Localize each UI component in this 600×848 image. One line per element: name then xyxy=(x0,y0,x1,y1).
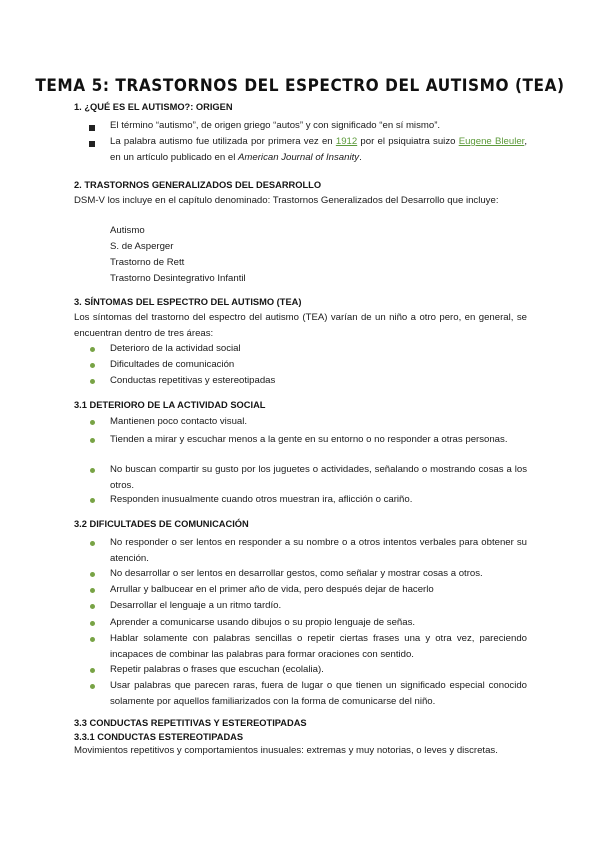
dot-bullet-icon xyxy=(90,541,95,546)
section-3-3-1-text: Movimientos repetitivos y comportamientos inusuales: extremas y muy notorias, o leves y discretas. xyxy=(74,745,498,756)
section-1-heading: 1. ¿QUÉ ES EL AUTISMO?: ORIGEN xyxy=(74,102,233,112)
section-3-heading: 3. SÍNTOMAS DEL ESPECTRO DEL AUTISMO (TEA) xyxy=(74,297,302,307)
list-item: No responder o ser lentos en responder a su nombre o a otros intentos verbales para obtener su atención. xyxy=(110,537,527,564)
text-span: La palabra autismo fue utilizada por primera vez en xyxy=(110,136,336,147)
dot-bullet-icon xyxy=(90,588,95,593)
list-item: No desarrollar o ser lentos en desarrollar gestos, como señalar y mostrar cosas a otros. xyxy=(110,568,483,579)
list-item: Desarrollar el lenguaje a un ritmo tardío. xyxy=(110,600,282,611)
list-item: Tienden a mirar y escuchar menos a la gente en su entorno o no responder a otras personas. xyxy=(110,434,508,445)
dot-bullet-icon xyxy=(90,420,95,425)
dot-bullet-icon xyxy=(90,572,95,577)
list-item: Responden inusualmente cuando otros muestran ira, aflicción o cariño. xyxy=(110,494,413,505)
text-span: por el psiquiatra suizo xyxy=(357,136,459,147)
text-span: . xyxy=(359,152,362,163)
dot-bullet-icon xyxy=(90,668,95,673)
square-bullet-icon xyxy=(89,141,95,147)
square-bullet-icon xyxy=(89,125,95,131)
dot-bullet-icon xyxy=(90,498,95,503)
section-3-3-1-heading: 3.3.1 CONDUCTAS ESTEREOTIPADAS xyxy=(74,732,244,742)
list-item: Mantienen poco contacto visual. xyxy=(110,416,248,427)
list-item: Hablar solamente con palabras sencillas o repetir ciertas frases una y otra vez, pareciendo incapaces de combinar las palabras para formar oraciones con sentido. xyxy=(110,633,527,660)
list-item: No buscan compartir su gusto por los juguetes o actividades, señalando o mostrando cosas a los otros. xyxy=(110,464,527,491)
list-item: Dificultades de comunicación xyxy=(110,359,235,370)
list-item: Trastorno de Rett xyxy=(110,257,185,268)
dot-bullet-icon xyxy=(90,468,95,473)
dot-bullet-icon xyxy=(90,363,95,368)
dot-bullet-icon xyxy=(90,438,95,443)
text-span: , en un artículo publicado en el xyxy=(110,136,528,163)
list-item: S. de Asperger xyxy=(110,241,174,252)
dot-bullet-icon xyxy=(90,684,95,689)
year-link[interactable]: 1912 xyxy=(335,136,358,147)
journal-name: American Journal of Insanity xyxy=(238,152,360,163)
list-item: Aprender a comunicarse usando dibujos o su propio lenguaje de señas. xyxy=(110,617,416,628)
list-item: Autismo xyxy=(110,225,145,236)
list-item: El término “autismo”, de origen griego “autos” y con significado “en sí mismo”. xyxy=(110,120,441,131)
dot-bullet-icon xyxy=(90,379,95,384)
page-title: TEMA 5: TRASTORNOS DEL ESPECTRO DEL AUTISMO (TEA) xyxy=(35,76,565,95)
list-item: Conductas repetitivas y estereotipadas xyxy=(110,375,276,386)
list-item: Trastorno Desintegrativo Infantil xyxy=(110,273,246,284)
dot-bullet-icon xyxy=(90,637,95,642)
section-3-2-heading: 3.2 DIFICULTADES DE COMUNICACIÓN xyxy=(74,519,249,529)
dot-bullet-icon xyxy=(90,347,95,352)
bleuler-link[interactable]: Eugene Bleuler xyxy=(458,136,525,147)
section-3-intro: Los síntomas del trastorno del espectro del autismo (TEA) varían de un niño a otro pero, en general, se encuentran dentro de tres áreas: xyxy=(74,312,527,339)
section-2-intro: DSM-V los incluye en el capítulo denominado: Trastornos Generalizados del Desarrollo que incluye: xyxy=(74,195,499,206)
section-3-3-heading: 3.3 CONDUCTAS REPETITIVAS Y ESTEREOTIPADAS xyxy=(74,718,307,728)
section-2-heading: 2. TRASTORNOS GENERALIZADOS DEL DESARROLLO xyxy=(74,180,322,190)
list-item: Deterioro de la actividad social xyxy=(110,343,241,354)
list-item: Repetir palabras o frases que escuchan (ecolalia). xyxy=(110,664,324,675)
section-3-1-heading: 3.1 DETERIORO DE LA ACTIVIDAD SOCIAL xyxy=(74,400,266,410)
dot-bullet-icon xyxy=(90,621,95,626)
list-item: Arrullar y balbucear en el primer año de vida, pero después dejar de hacerlo xyxy=(110,584,434,595)
dot-bullet-icon xyxy=(90,604,95,609)
list-item: Usar palabras que parecen raras, fuera de lugar o que tienen un significado especial conocido solamente por aquellos familiarizados con la forma de comunicarse del niño. xyxy=(110,680,527,707)
list-item xyxy=(110,134,527,166)
